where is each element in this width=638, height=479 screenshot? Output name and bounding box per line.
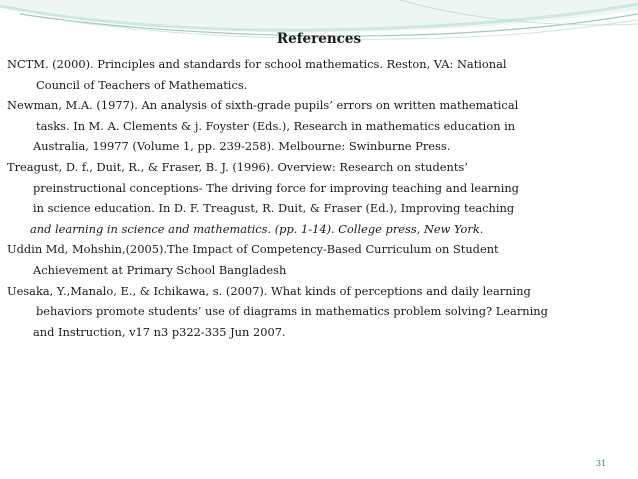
reference-newman [7, 95, 632, 157]
reference-uesaka [7, 281, 632, 343]
reference-line: Uesaka, Y.,Manalo, E., & Ichikawa, s. (2007). What kinds of perceptions and daily learning [7, 283, 531, 298]
reference-line: behaviors promote students’ use of diagrams in mathematics problem solving? Learning [36, 304, 548, 319]
slide-title-text: References [276, 31, 362, 47]
reference-line: Council of Teachers of Mathematics. [36, 77, 248, 92]
reference-line: Achievement at Primary School Bangladesh [33, 262, 287, 277]
reference-line: Australia, 19977 (Volume 1, pp. 239-258). Melbourne: Swinburne Press. [33, 139, 451, 154]
reference-uddin [7, 239, 632, 280]
reference-line: Newman, M.A. (1977). An analysis of sixth-grade pupils’ errors on written mathematical [7, 98, 519, 113]
reference-line: Uddin Md, Mohshin,(2005).The Impact of Competency-Based Curriculum on Student [7, 242, 499, 257]
page-number: 31 [596, 459, 607, 468]
header-swoosh-decoration [0, 0, 638, 60]
reference-nctm [7, 54, 632, 95]
reference-line: Treagust, D. f., Duit, R., & Fraser, B. J. (1996). Overview: Research on students’ [7, 159, 468, 174]
slide-title [0, 31, 638, 47]
reference-line: preinstructional conceptions- The driving force for improving teaching and learning [33, 180, 519, 195]
reference-treagust [7, 157, 632, 239]
reference-line: and learning in science and mathematics. (pp. 1-14). College press, New York. [30, 221, 484, 236]
reference-line: and Instruction, v17 n3 p322-335 Jun 2007. [33, 324, 286, 339]
references-list [7, 54, 632, 342]
reference-line: NCTM. (2000). Principles and standards for school mathematics. Reston, VA: National [7, 57, 507, 71]
reference-line: tasks. In M. A. Clements & j. Foyster (Eds.), Research in mathematics education in [36, 118, 516, 133]
reference-line: in science education. In D. F. Treagust, R. Duit, & Fraser (Ed.), Improving teaching [33, 201, 515, 216]
